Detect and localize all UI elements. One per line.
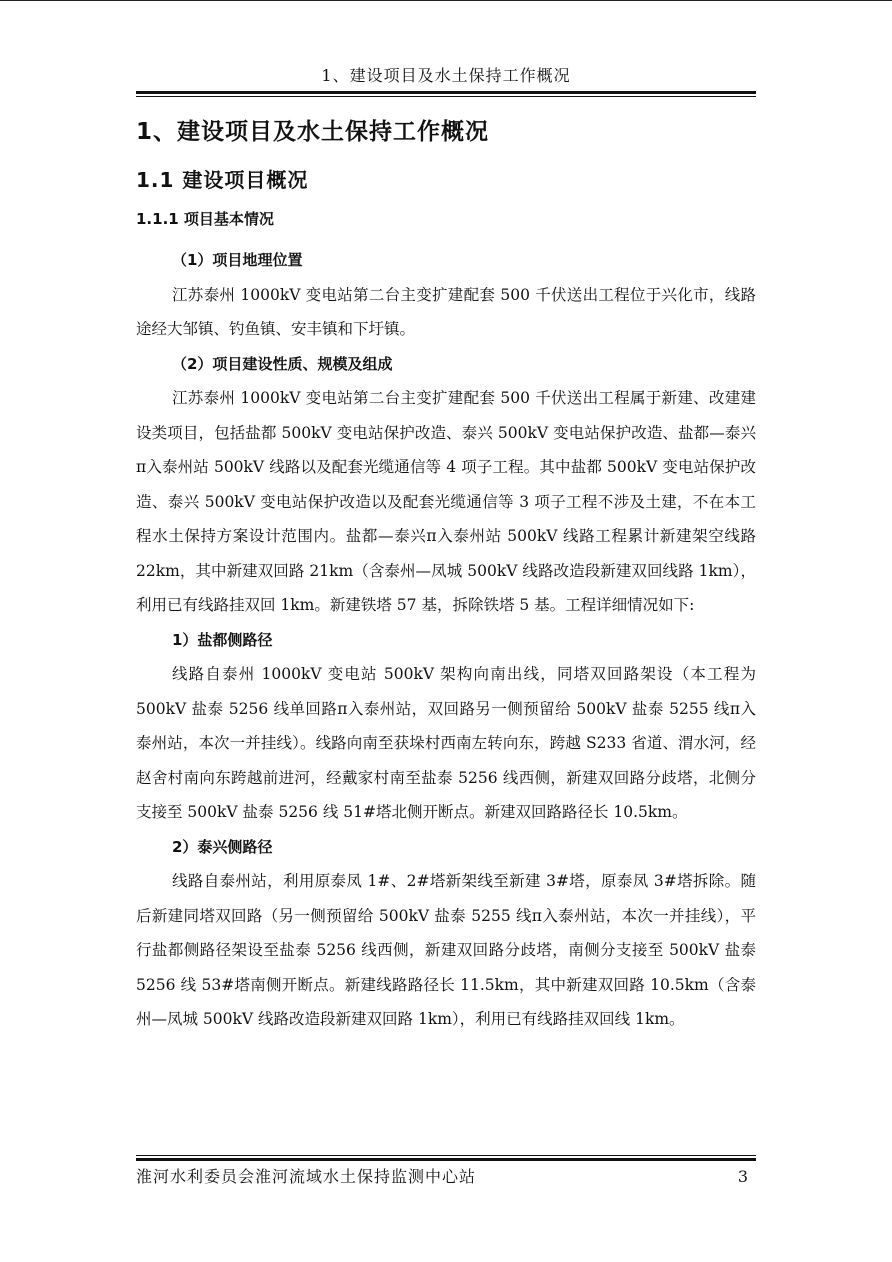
top-border xyxy=(0,0,892,1)
subsection-heading: 1.1.1 项目基本情况 xyxy=(136,210,274,228)
body-text xyxy=(136,243,756,1037)
paragraph-scale: 江苏泰州 1000kV 变电站第二台主变扩建配套 500 千伏送出工程属于新建、改建建设类项目，包括盐都 500kV 变电站保护改造、泰兴 500kV 变电站保护改造、盐都—泰兴π入泰州站 500kV 线路以及配套光缆通信等 4 项子工程。其中盐都 500kV 变电站保护改造、泰兴 500kV 变电站保护改造以及配套光缆通信等 3 项子工程不涉及土建，不在本工程水土保持方案设计范围内。盐都—泰兴π入泰州站 500kV 线路工程累计新建架空线路 22km，其中新建双回路 21km（含泰州—凤城 500kV 线路改造段新建双回线路 1km），利用已有线路挂双回 1km。新建铁塔 57 基，拆除铁塔 5 基。工程详细情况如下: xyxy=(136,389,756,614)
sub-heading-location: （1）项目地理位置 xyxy=(172,251,303,269)
page-number: 3 xyxy=(737,1167,748,1186)
footer-organization: 淮河水利委员会淮河流域水土保持监测中心站 xyxy=(136,1167,477,1186)
header-rule-thin xyxy=(136,96,756,97)
paragraph-yandu-route: 线路自泰州 1000kV 变电站 500kV 架构向南出线，同塔双回路架设（本工程为 500kV 盐泰 5256 线单回路π入泰州站，双回路另一侧预留给 500kV 盐泰 5255 线π入泰州站，本次一并挂线）。线路向南至获垛村西南左转向东，跨越 S233 省道、渭水河，经赵舍村南向东跨越前进河，经戴家村南至盐泰 5256 线西侧，新建双回路分歧塔，北侧分支接至 500kV 盐泰 5256 线 51#塔北侧开断点。新建双回路路径长 10.5km。 xyxy=(136,665,756,821)
sub-heading-scale: （2）项目建设性质、规模及组成 xyxy=(172,354,393,373)
running-header: 1、建设项目及水土保持工作概况 xyxy=(321,66,571,85)
section-heading: 1.1 建设项目概况 xyxy=(136,168,309,192)
footer-rule-thin xyxy=(136,1155,756,1156)
footer-rule-thick xyxy=(136,1158,756,1161)
sub-heading-yandu-route: 1）盐都侧路径 xyxy=(172,630,273,649)
paragraph-location: 江苏泰州 1000kV 变电站第二台主变扩建配套 500 千伏送出工程位于兴化市，线路途经大邹镇、钓鱼镇、安丰镇和下圩镇。 xyxy=(136,285,756,338)
chapter-heading: 1、建设项目及水土保持工作概况 xyxy=(136,119,490,145)
sub-heading-taixing-route: 2）泰兴侧路径 xyxy=(172,837,273,856)
paragraph-taixing-route: 线路自泰州站，利用原泰凤 1#、2#塔新架线至新建 3#塔，原泰凤 3#塔拆除。随后新建同塔双回路（另一侧预留给 500kV 盐泰 5255 线π入泰州站，本次一并挂线），平行盐都侧路径架设至盐泰 5256 线西侧，新建双回路分歧塔，南侧分支接至 500kV 盐泰 5256 线 53#塔南侧开断点。新建线路路径长 11.5km，其中新建双回路 10.5km（含泰州—凤城 500kV 线路改造段新建双回路 1km），利用已有线路挂双回线 1km。 xyxy=(136,872,756,1028)
header-rule-thick xyxy=(136,91,756,94)
